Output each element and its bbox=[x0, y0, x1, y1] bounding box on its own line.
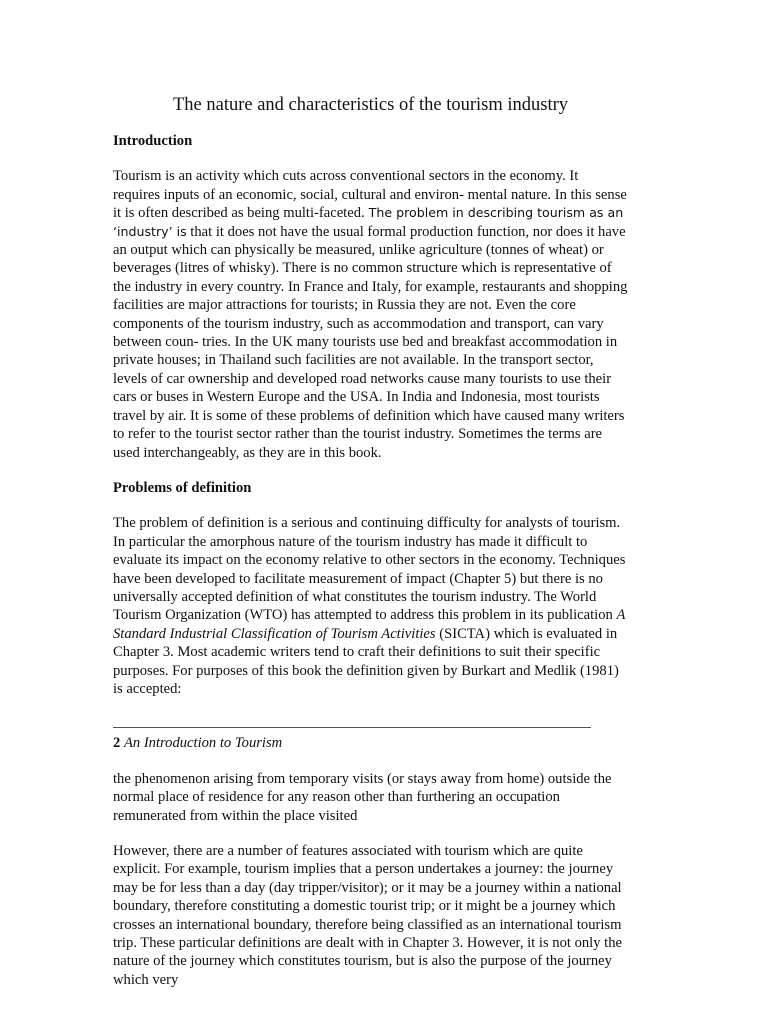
paragraph-introduction bbox=[113, 167, 628, 462]
running-title: An Introduction to Tourism bbox=[123, 735, 283, 752]
footer-divider bbox=[113, 727, 591, 728]
definition-quote: the phenomenon arising from temporary visits (or stays away from home) outside the normal place of residence for any reason other than furthering an occupation remunerated from within the place visited bbox=[113, 770, 612, 824]
problems-publication-title: A Standard Industrial Classification of Tourism Activities bbox=[113, 607, 626, 642]
page-footer bbox=[113, 734, 628, 752]
page-number: 2 bbox=[113, 735, 121, 752]
intro-text-b: The problem in describing tourism as an ‘industry’ is bbox=[113, 205, 624, 239]
intro-text-c: that it does not have the usual formal production function, nor does it have an output which can physically be measured, unlike agriculture (tonnes of wheat) or beverages (litres of whisky). There is no common structure which is representative of the industry in every country. In France and Italy, for example, restaurants and shopping facilities are major attractions for tourists; in Russia they are not. Even the core components of the tourism industry, such as accommodation and transport, can vary between coun- tries. In the UK many tourists use bed and breakfast accommodation in private houses; in Thailand such facilities are not available. In the transport sector, levels of car ownership and developed road networks cause many tourists to use their cars or buses in Western Europe and the USA. In India and Indonesia, most tourists travel by air. It is some of these problems of definition which have caused many writers to refer to the tourist sector rather than the tourist industry. Sometimes the terms are used interchangeably, as they are in this book. bbox=[113, 223, 628, 461]
document-title: The nature and characteristics of the tourism industry bbox=[172, 95, 569, 115]
paragraph-closing: However, there are a number of features associated with tourism which are quite explicit. For example, tourism implies that a person undertakes a journey: the journey may be for less than a day (day tripper/visitor); or it may be a journey within a national boundary, therefore constituting a domestic tourist trip; or it might be a journey which crosses an international boundary, therefore being classified as an international tourism trip. These particular definitions are dealt with in Chapter 3. However, it is not only the nature of the journey which constitutes tourism, but is also the purpose of the journey which very bbox=[113, 843, 622, 988]
problems-text-a: The problem of definition is a serious and continuing difficulty for analysts of tourism. In particular the amorphous nature of the tourism industry has made it difficult to evaluate its impact on the economy relative to other sectors in the economy. Techniques have been developed to facilitate measurement of impact (Chapter 5) but there is no universally accepted definition of what constitutes the tourism industry. The World Tourism Organization (WTO) has attempted to address this problem in its publication bbox=[113, 515, 626, 624]
heading-introduction: Introduction bbox=[113, 133, 193, 149]
intro-text-a: Tourism is an activity which cuts across conventional sectors in the economy. It requires inputs of an economic, social, cultural and environ- mental nature. In this sense it is often described as being multi-faceted. bbox=[113, 168, 627, 222]
heading-problems-of-definition: Problems of definition bbox=[113, 479, 252, 496]
paragraph-problems bbox=[113, 514, 628, 698]
problems-text-b: (SICTA) which is evaluated in Chapter 3. Most academic writers tend to craft their definitions to suit their specific purposes. For purposes of this book the definition given by Burkart and Medlik (1981) is accepted: bbox=[113, 625, 619, 697]
